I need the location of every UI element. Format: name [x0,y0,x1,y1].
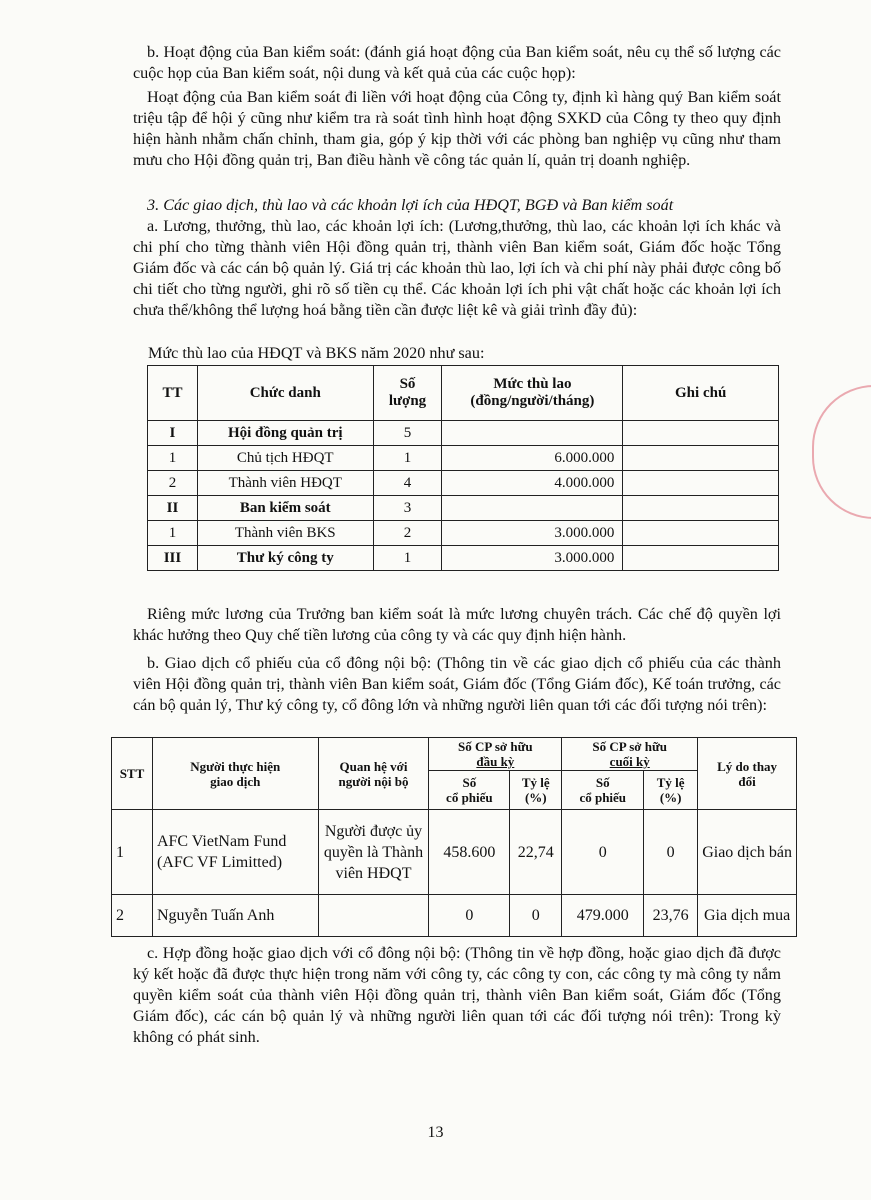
paragraph-supervisory-detail: Hoạt động của Ban kiểm soát đi liền với hoạt động của Công ty, định kì hàng quý Ban kiểm soát triệu tập để hội ý cũng như kiểm tra rà soát tình hình hoạt động SXKD của Công ty theo quy định hiện hành nhằm chấn chỉnh, tham gia, góp ý kịp thời với các phòng ban nghiệp vụ cũng như tham mưu cho Hội đồng quản trị, Ban điều hành về công tác quản lí, quản trị doanh nghiệp. [133,88,781,169]
cell-end-shares: 479.000 [562,895,644,937]
cell-reason: Gia dịch mua [698,895,797,937]
cell-title: Hội đồng quản trị [197,421,373,446]
header-start-ratio: Tỷ lệ (%) [510,771,562,810]
paragraph-remuneration-intro: Mức thù lao của HĐQT và BKS năm 2020 như sau: [148,344,485,362]
header-relation: Quan hệ với người nội bộ [318,738,429,810]
remuneration-table [147,365,779,571]
header-remuneration: Mức thù lao (đồng/người/tháng) [442,366,623,421]
cell-note [623,496,779,521]
table-row [112,810,797,895]
paragraph-insider-contracts: c. Hợp đồng hoặc giao dịch với cổ đông nội bộ: (Thông tin về hợp đồng, hoặc giao dịch đã được ký kết hoặc đã được thực hiện trong năm với công ty, các công ty con, các công ty mà công ty nắm quyền kiểm soát của thành viên Hội đồng quản trị, thành viên Ban kiểm soát, Giám đốc (Tổng Giám đốc), các cán bộ quản lý và những người liên quan tới các đối tượng nói trên): Trong kỳ không có phát sinh. [133,944,781,1046]
cell-quantity: 5 [373,421,442,446]
cell-tt: 2 [148,471,198,496]
cell-tt: II [148,496,198,521]
cell-remuneration: 3.000.000 [442,521,623,546]
cell-start-shares: 458.600 [429,810,510,895]
table-row [148,421,779,446]
cell-remuneration: 6.000.000 [442,446,623,471]
header-note: Ghi chú [623,366,779,421]
cell-title: Thành viên HĐQT [197,471,373,496]
cell-relation: Người được ủy quyền là Thành viên HĐQT [318,810,429,895]
cell-remuneration [442,496,623,521]
table-row [148,546,779,571]
cell-quantity: 3 [373,496,442,521]
header-end-ratio: Tỷ lệ (%) [644,771,698,810]
cell-start-ratio: 22,74 [510,810,562,895]
table-row [148,446,779,471]
cell-remuneration: 3.000.000 [442,546,623,571]
header-reason: Lý do thay đổi [698,738,797,810]
cell-quantity: 1 [373,446,442,471]
cell-quantity: 4 [373,471,442,496]
cell-quantity: 2 [373,521,442,546]
cell-tt: 1 [148,521,198,546]
section-heading-3: 3. Các giao dịch, thù lao và các khoản lợi ích của HĐQT, BGĐ và Ban kiểm soát [147,196,674,214]
table-header-row [148,366,779,421]
cell-note [623,471,779,496]
company-seal [812,385,871,519]
header-start-holdings: Số CP sở hữu đầu kỳ [429,738,562,771]
cell-note [623,521,779,546]
cell-stt: 2 [112,895,153,937]
header-title: Chức danh [197,366,373,421]
cell-note [623,421,779,446]
header-person: Người thực hiện giao dịch [152,738,318,810]
cell-person: AFC VietNam Fund (AFC VF Limitted) [152,810,318,895]
page-number: 13 [427,1124,444,1141]
cell-tt: III [148,546,198,571]
cell-reason: Giao dịch bán [698,810,797,895]
header-stt: STT [112,738,153,810]
paragraph-remuneration: a. Lương, thưởng, thù lao, các khoản lợi ích: (Lương,thưởng, thù lao, các khoản lợi ích khác và chi phí cho từng thành viên Hội đồng quản trị, thành viên Ban kiểm soát, Giám đốc hoặc Tổng Giám đốc và các cán bộ quản lý. Giá trị các khoản thù lao, lợi ích và chi phí này phải được công bố chi tiết cho từng người, ghi rõ số tiền cụ thể. Các khoản lợi ích phi vật chất hoặc các khoản lợi ích chưa thể/không thể lượng hoá bằng tiền cần được liệt kê và giải trình đầy đủ): [133,217,781,319]
header-tt: TT [148,366,198,421]
table-header-row [112,738,797,771]
header-start-shares: Số cổ phiếu [429,771,510,810]
table-row [148,496,779,521]
cell-note [623,546,779,571]
table-row [112,895,797,937]
cell-remuneration: 4.000.000 [442,471,623,496]
header-end-holdings: Số CP sở hữu cuối kỳ [562,738,698,771]
cell-start-ratio: 0 [510,895,562,937]
cell-title: Thư ký công ty [197,546,373,571]
cell-end-ratio: 23,76 [644,895,698,937]
cell-end-ratio: 0 [644,810,698,895]
paragraph-supervisor-salary: Riêng mức lương của Trưởng ban kiểm soát là mức lương chuyên trách. Các chế độ quyền lợi khác hưởng theo Quy chế tiền lương của công ty và các quy định hiện hành. [133,605,781,644]
paragraph-insider-share-trading: b. Giao dịch cổ phiếu của cổ đông nội bộ: (Thông tin về các giao dịch cổ phiếu của các thành viên Hội đồng quản trị, thành viên Ban kiểm soát, Giám đốc (Tổng Giám đốc), Kế toán trưởng, các cán bộ quản lý, Thư ký công ty, cổ đông lớn và những người liên quan tới các đối tượng nói trên): [133,654,781,714]
cell-tt: 1 [148,446,198,471]
cell-title: Thành viên BKS [197,521,373,546]
cell-stt: 1 [112,810,153,895]
paragraph-supervisory-activity: b. Hoạt động của Ban kiểm soát: (đánh giá hoạt động của Ban kiểm soát, nêu cụ thể số lượng các cuộc họp của Ban kiểm soát, nội dung và kết quả của các cuộc họp): [133,43,781,82]
cell-end-shares: 0 [562,810,644,895]
cell-relation [318,895,429,937]
insider-share-table [111,737,797,937]
cell-quantity: 1 [373,546,442,571]
header-end-shares: Số cổ phiếu [562,771,644,810]
cell-person: Nguyễn Tuấn Anh [152,895,318,937]
cell-tt: I [148,421,198,446]
header-quantity: Số lượng [373,366,442,421]
table-row [148,521,779,546]
cell-note [623,446,779,471]
cell-remuneration [442,421,623,446]
cell-title: Ban kiểm soát [197,496,373,521]
cell-start-shares: 0 [429,895,510,937]
cell-title: Chủ tịch HĐQT [197,446,373,471]
table-row [148,471,779,496]
